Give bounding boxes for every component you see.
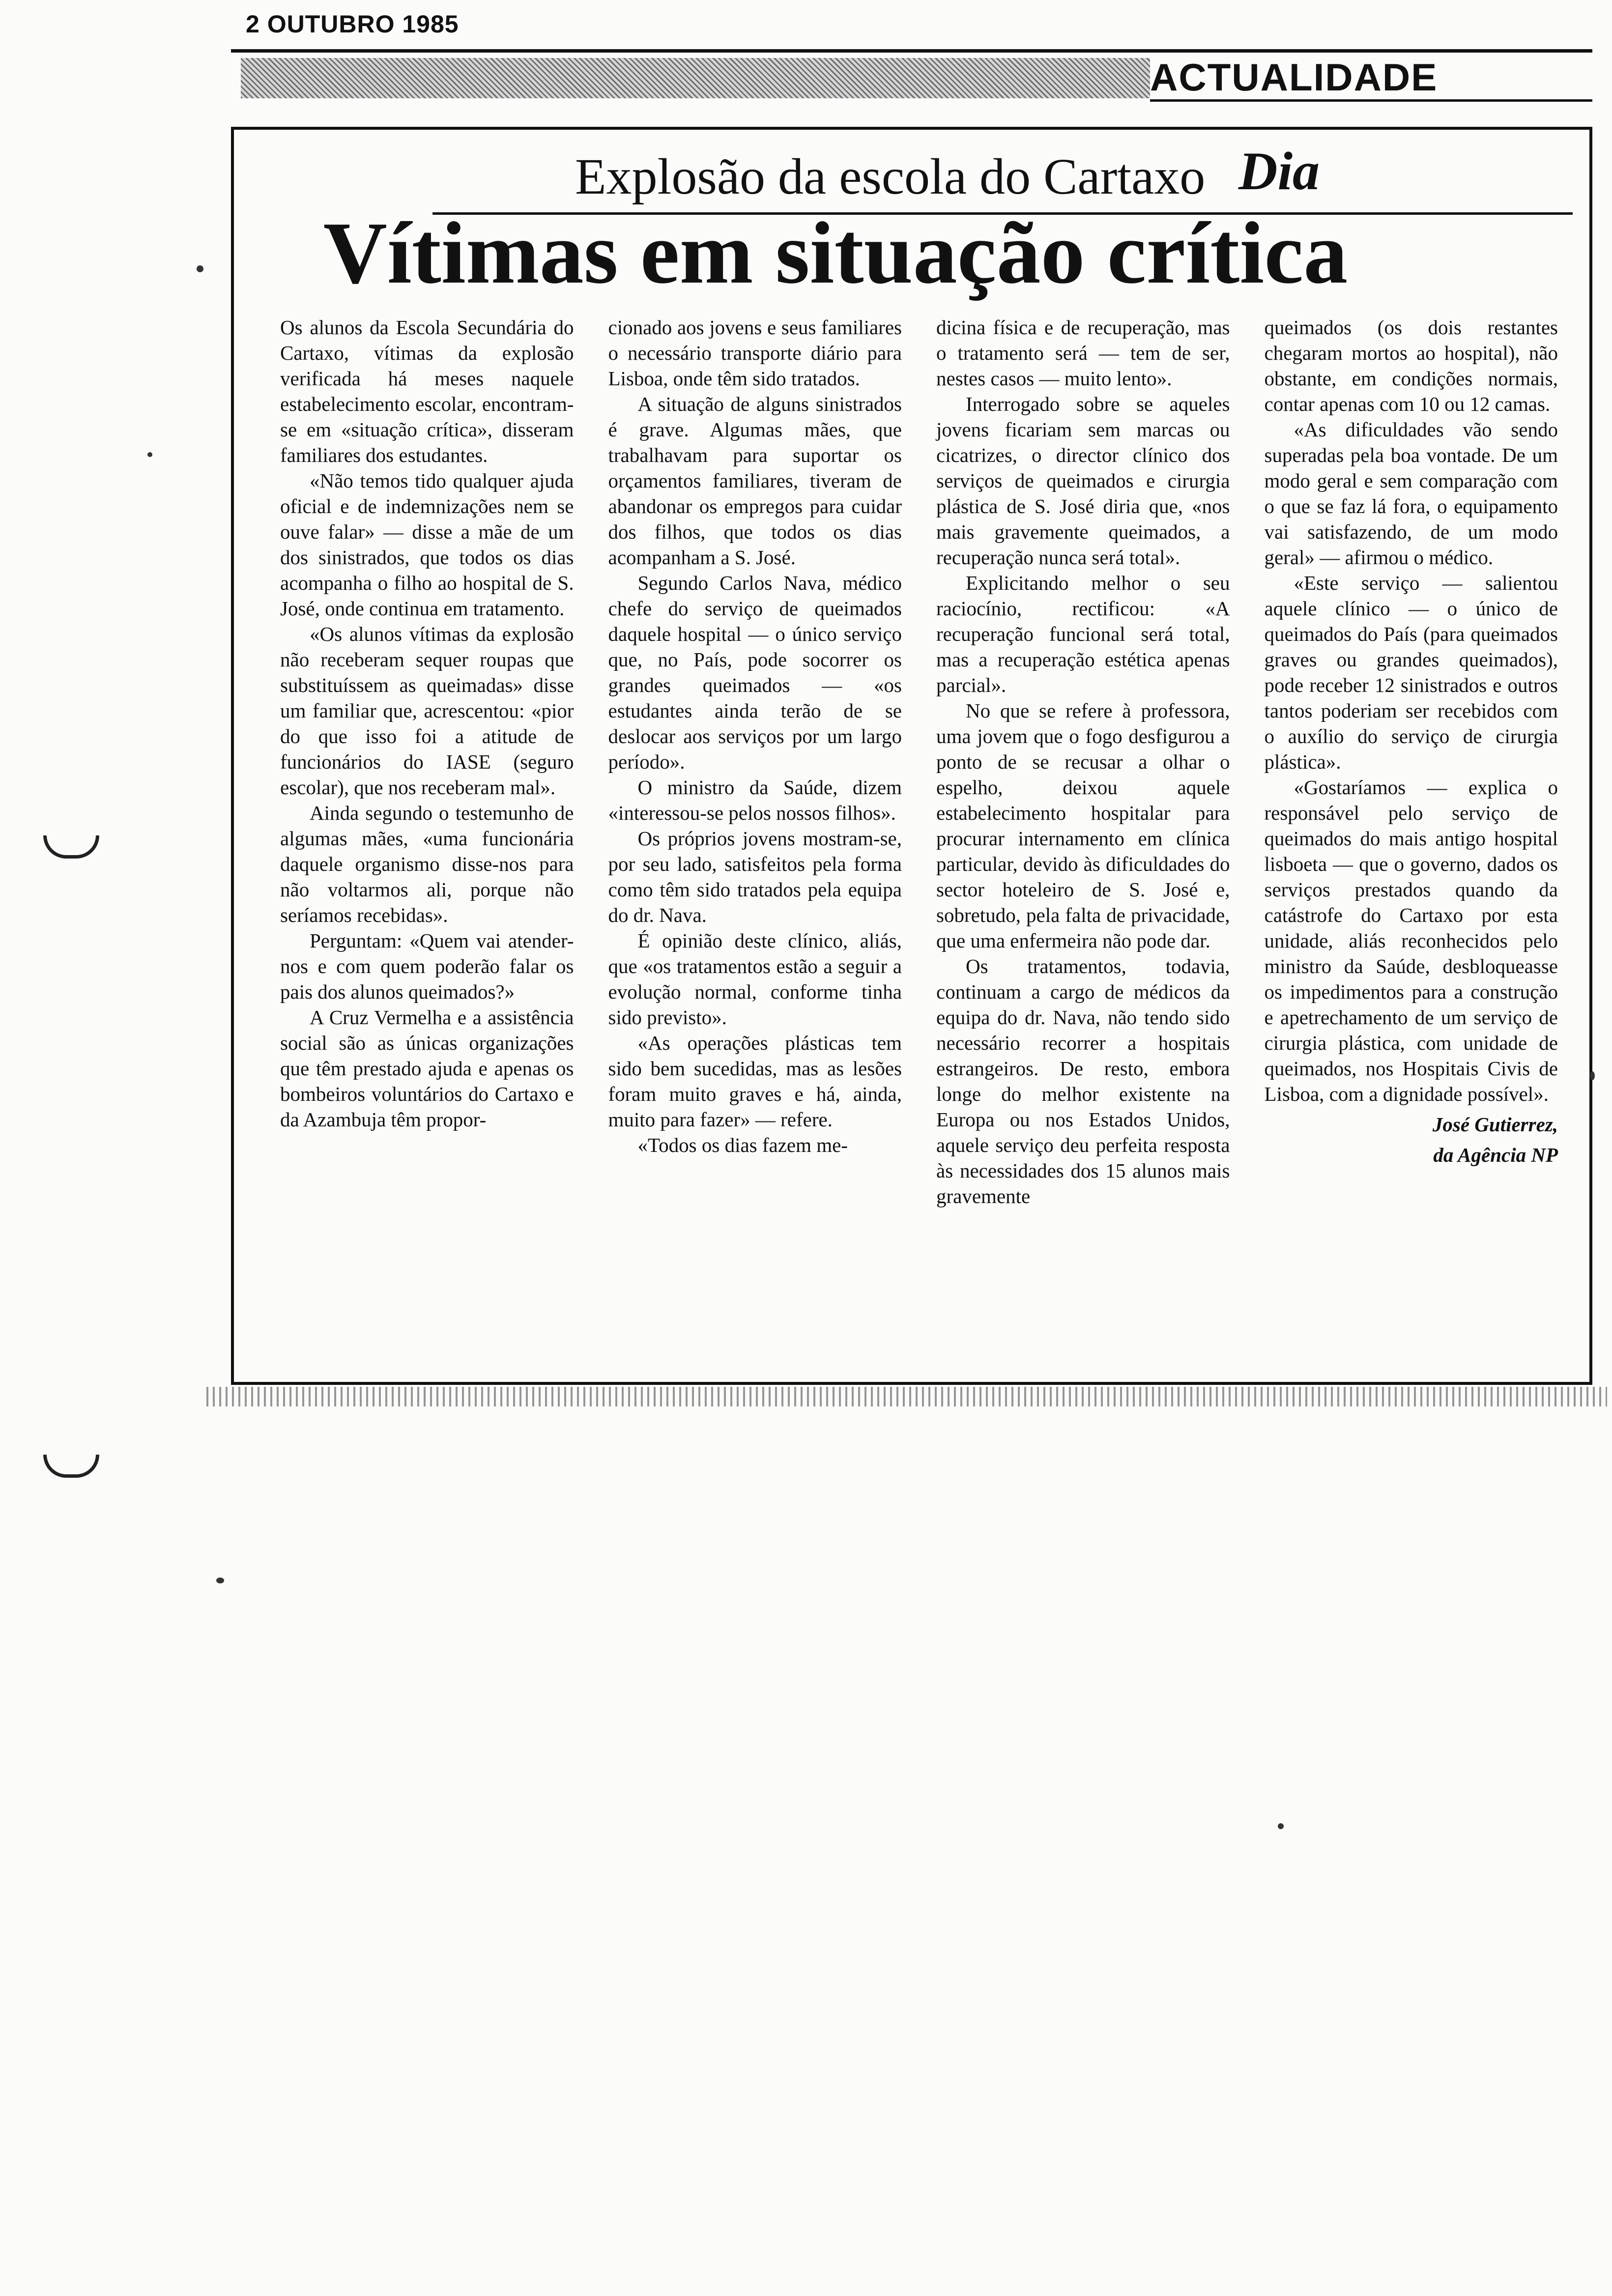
section-rule <box>1150 99 1592 102</box>
speck <box>197 265 203 272</box>
column-4 <box>1265 315 1558 1361</box>
margin-mark <box>43 1455 99 1478</box>
article-kicker: Explosão da escola do Cartaxo <box>575 148 1206 205</box>
paragraph: A situação de alguns sinistrados é grave. Algumas mães, que trabalhavam para suportar os orçamentos familiares, tiveram de abandonar os empregos para cuidar dos filhos, que todos os dias acompanham a S. José. <box>608 393 902 569</box>
paragraph: Interrogado sobre se aqueles jovens ficariam sem marcas ou cicatrizes, o director clínico dos serviços de queimados e cirurgia plástica de S. José diria que, «nos mais gravemente queimados, a recuperação nunca será total». <box>936 393 1230 569</box>
speck <box>1590 1071 1595 1080</box>
paragraph: «As operações plásticas tem sido bem sucedidas, mas as lesões foram muito graves e há, ainda, muito para fazer» — refere. <box>608 1032 902 1131</box>
section-banner-pattern <box>241 58 1150 98</box>
paragraph: A Cruz Vermelha e a assistência social são as únicas organizações que têm prestado ajuda e apenas os bombeiros voluntários do Cartaxo e da Azambuja têm propor- <box>280 1006 574 1131</box>
paragraph: O ministro da Saúde, dizem «interessou-se pelos nossos filhos». <box>608 776 902 824</box>
paragraph: Os próprios jovens mostram-se, por seu lado, satisfeitos pela forma como têm sido tratados pela equipa do dr. Nava. <box>608 827 902 926</box>
paragraph: «Este serviço — salientou aquele clínico — o único de queimados do País (para queimados graves ou grandes queimados), pode receber 12 sinistrados e outros tantos poderiam ser recebidos com o auxílio do serviço de cirurgia plástica». <box>1264 572 1558 773</box>
paragraph: Os alunos da Escola Secundária do Cartaxo, vítimas da explosão verificada há meses naquele estabelecimento escolar, encontram-se em «situação crítica», disseram familiares dos estudantes. <box>280 316 574 466</box>
torn-edge-texture <box>206 1387 1607 1406</box>
speck <box>147 452 152 457</box>
byline-agency: da Agência NP <box>1433 1144 1558 1166</box>
paragraph: «As dificuldades vão sendo superadas pela boa vontade. De um modo geral e sem comparação com o que se faz lá fora, o equipamento vai satisfazendo, de um modo geral» — afirmou o médico. <box>1264 418 1558 569</box>
article-headline: Vítimas em situação crítica <box>323 204 1348 302</box>
paragraph: Explicitando melhor o seu raciocínio, rectificou: «A recuperação funcional será total, mas a recuperação estética apenas parcial». <box>936 572 1230 696</box>
issue-date: 2 OUTUBRO 1985 <box>246 10 459 38</box>
top-rule <box>231 49 1592 53</box>
paragraph: Os tratamentos, todavia, continuam a cargo de médicos da equipa do dr. Nava, não tendo sido necessário recorrer a hospitais estrangeiros. De resto, embora longe do melhor existente na Europa ou nos Estados Unidos, aquele serviço deu perfeita resposta às necessidades dos 15 alunos mais gravemente <box>936 955 1230 1207</box>
paragraph: «Gostaríamos — explica o responsável pelo serviço de queimados do mais antigo hospital lisboeta — que o governo, dados os serviços prestados quando da catástrofe do Cartaxo por esta unidade, aliás reconhecidos pelo ministro da Saúde, desbloqueasse os impedimentos para a construção e apetrechamento de um serviço de cirurgia plástica, com unidade de queimados, nos Hospitais Civis de Lisboa, com a dignidade possível». <box>1264 776 1558 1105</box>
column-2 <box>608 315 902 1361</box>
byline-author: José Gutierrez, <box>1432 1113 1558 1136</box>
section-title: ACTUALIDADE <box>1150 56 1438 99</box>
paragraph: cionado aos jovens e seus familiares o necessário transporte diário para Lisboa, onde têm sido tratados. <box>608 316 902 390</box>
paragraph: Ainda segundo o testemunho de algumas mães, «uma funcionária daquele organismo disse-nos para não voltarmos ali, porque não seríamos recebidas». <box>280 802 574 926</box>
speck <box>216 1578 224 1583</box>
paragraph: queimados (os dois restantes chegaram mortos ao hospital), não obstante, em condições normais, contar apenas com 10 ou 12 camas. <box>1264 316 1558 415</box>
paragraph: «Os alunos vítimas da explosão não receberam sequer roupas que substituíssem as queimadas» disse um familiar que, acrescentou: «pior do que isso foi a atitude de funcionários do IASE (seguro escolar), que nos receberam mal». <box>280 623 574 799</box>
column-1 <box>280 315 574 1361</box>
speck <box>1278 1823 1284 1829</box>
column-3 <box>936 315 1230 1361</box>
article-body <box>280 315 1558 1361</box>
paragraph: É opinião deste clínico, aliás, que «os tratamentos estão a seguir a evolução normal, conforme tinha sido previsto». <box>608 929 902 1029</box>
handwritten-note: Dia <box>1238 141 1320 201</box>
paragraph: «Todos os dias fazem me- <box>637 1134 848 1156</box>
paragraph: «Não temos tido qualquer ajuda oficial e de indemnizações nem se ouve falar» — disse a mãe de um dos sinistrados, que todos os dias acompanha o filho ao hospital de S. José, onde continua em tratamento. <box>280 469 574 620</box>
paragraph: Perguntam: «Quem vai atender-nos e com quem poderão falar os pais dos alunos queimados?» <box>280 929 574 1003</box>
paragraph: dicina física e de recuperação, mas o tratamento será — tem de ser, nestes casos — muito lento». <box>936 316 1230 390</box>
paragraph: Segundo Carlos Nava, médico chefe do serviço de queimados daquele hospital — o único serviço que, no País, pode socorrer os grandes queimados — «os estudantes ainda terão de se deslocar aos serviços por um largo período». <box>608 572 902 773</box>
paragraph: No que se refere à professora, uma jovem que o fogo desfigurou a ponto de se recusar a olhar o espelho, deixou aquele estabelecimento hospitalar para procurar internamento em clínica particular, devido às dificuldades do sector hoteleiro de S. José e, sobretudo, pela falta de privacidade, que uma enfermeira não pode dar. <box>936 699 1230 952</box>
margin-mark <box>43 835 99 859</box>
